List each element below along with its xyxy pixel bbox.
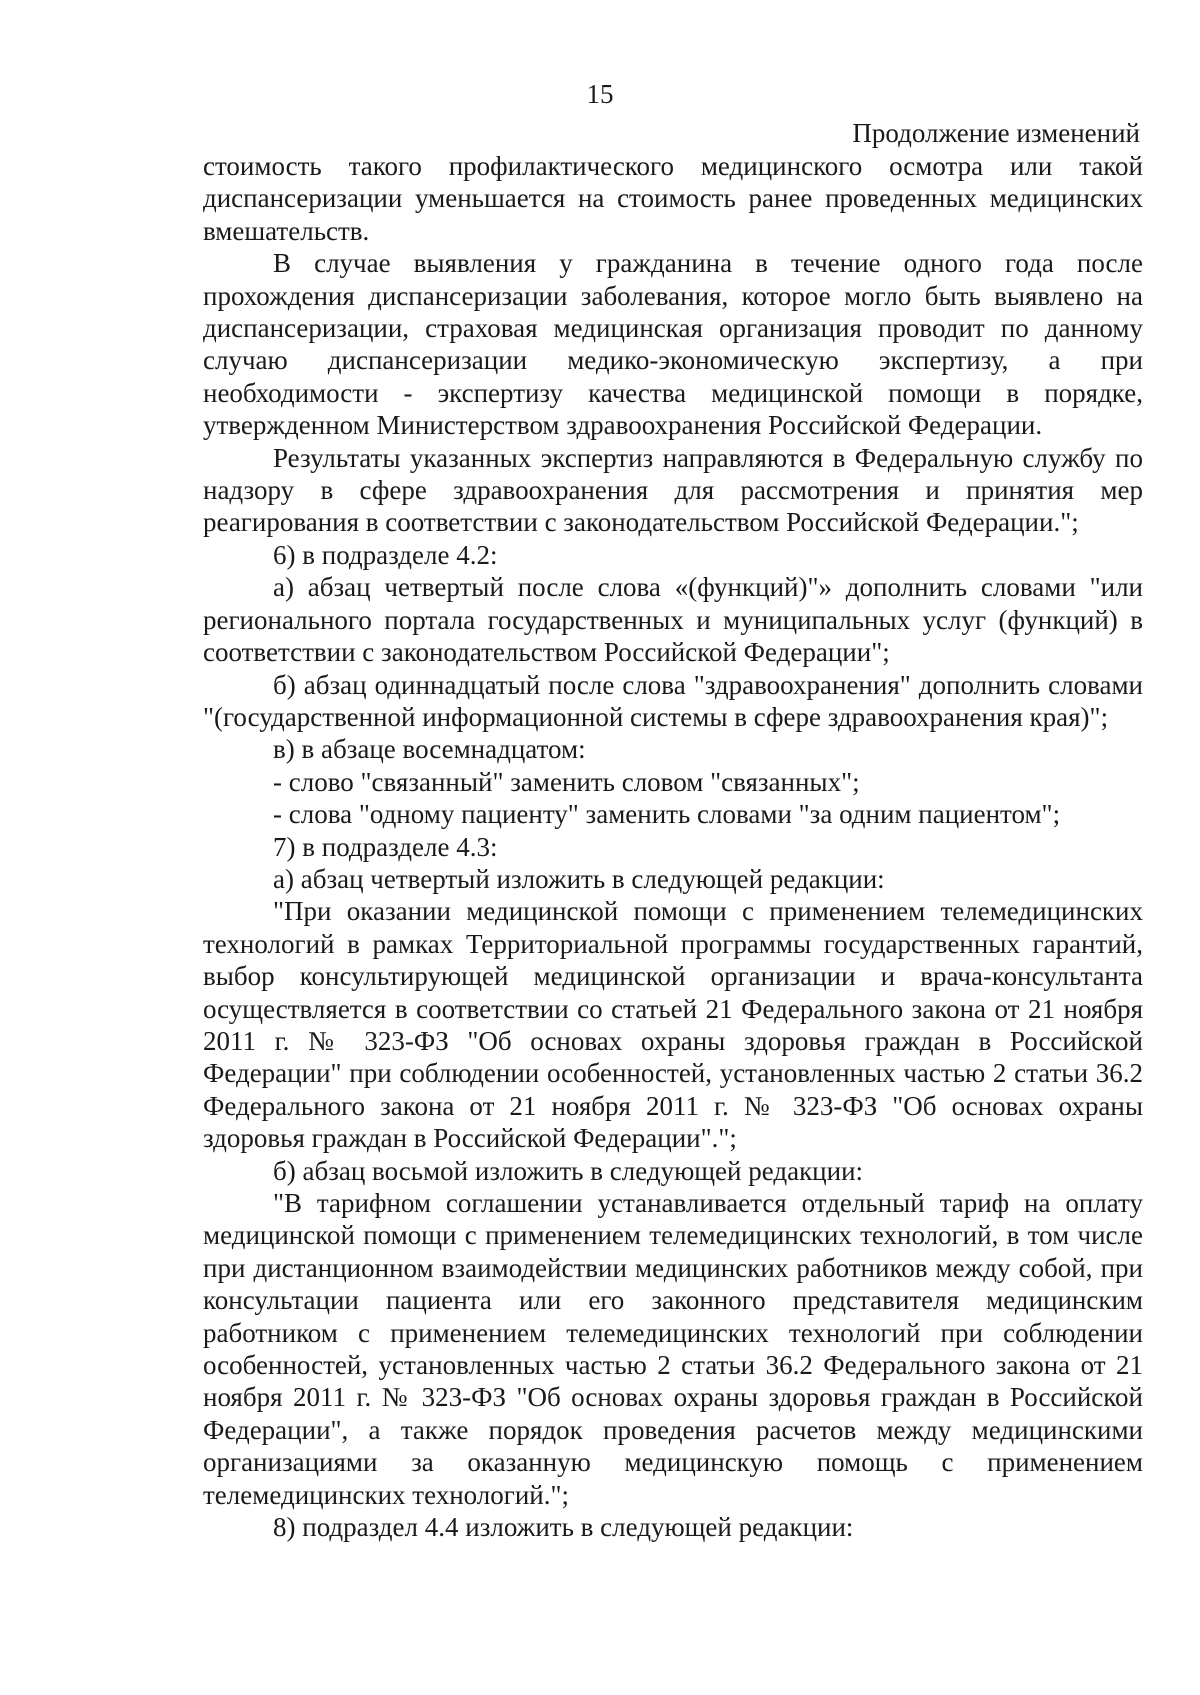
list-item: а) абзац четвертый изложить в следующей редакции: bbox=[273, 863, 885, 894]
list-item: 7) в подразделе 4.3: bbox=[273, 831, 498, 862]
list-item: - слова "одному пациенту" заменить словами "за одним пациентом"; bbox=[273, 799, 1061, 830]
list-item: 6) в подразделе 4.2: bbox=[273, 539, 498, 570]
document-body bbox=[203, 150, 1143, 1543]
quoted-paragraph: "В тарифном соглашении устанавливается отдельный тариф на оплату медицинской помощи с применением телемедицинских технологий, в том числе при дистанционном взаимодействии медицинских работников между собой, при консультации пациента или его законного представителя медицинским работником с применением телемедицинских технологий при соблюдении особенностей, установленных частью 2 статьи 36.2 Федерального закона от 21 ноября 2011 г. № 323-ФЗ "Об основах охраны здоровья граждан в Российской Федерации", а также порядок проведения расчетов между медицинскими организациями за оказанную медицинскую помощь с применением телемедицинских технологий."; bbox=[203, 1188, 1143, 1510]
list-item: б) абзац восьмой изложить в следующей редакции: bbox=[273, 1155, 864, 1186]
list-item: б) абзац одиннадцатый после слова "здравоохранения" дополнить словами "(государственной информационной системы в сфере здравоохранения края)"; bbox=[203, 669, 1143, 732]
list-item: 8) подраздел 4.4 изложить в следующей редакции: bbox=[273, 1512, 854, 1543]
paragraph: Результаты указанных экспертиз направляются в Федеральную службу по надзору в сфере здравоохранения для рассмотрения и принятия мер реагирования в соответствии с законодательством Российской Федерации."; bbox=[203, 442, 1143, 538]
list-item: а) абзац четвертый после слова «(функций)"» дополнить словами "или регионального портала государственных и муниципальных услуг (функций) в соответствии с законодательством Российской Федерации"; bbox=[203, 572, 1143, 668]
page-number: 15 bbox=[586, 79, 614, 109]
list-item: в) в абзаце восемнадцатом: bbox=[273, 734, 586, 765]
list-item: - слово "связанный" заменить словом "связанных"; bbox=[273, 766, 860, 797]
paragraph: стоимость такого профилактического медицинского осмотра или такой диспансеризации уменьшается на стоимость ранее проведенных медицинских вмешательств. bbox=[203, 151, 1143, 246]
paragraph: В случае выявления у гражданина в течение одного года после прохождения диспансеризации заболевания, которое могло быть выявлено на диспансеризации, страховая медицинская организация проводит по данному случаю диспансеризации медико-экономическую экспертизу, а при необходимости - экспертизу качества медицинской помощи в порядке, утвержденном Министерством здравоохранения Российской Федерации. bbox=[203, 248, 1143, 441]
continuation-label: Продолжение изменений bbox=[852, 118, 1140, 148]
quoted-paragraph: "При оказании медицинской помощи с применением телемедицинских технологий в рамках Территориальной программы государственных гарантий, выбор консультирующей медицинской организации и врача-консультанта осуществляется в соответствии со статьей 21 Федерального закона от 21 ноября 2011 г. № 323-ФЗ "Об основах охраны здоровья граждан в Российской Федерации" при соблюдении особенностей, установленных частью 2 статьи 36.2 Федерального закона от 21 ноября 2011 г. № 323-ФЗ "Об основах охраны здоровья граждан в Российской Федерации"."; bbox=[203, 896, 1143, 1154]
